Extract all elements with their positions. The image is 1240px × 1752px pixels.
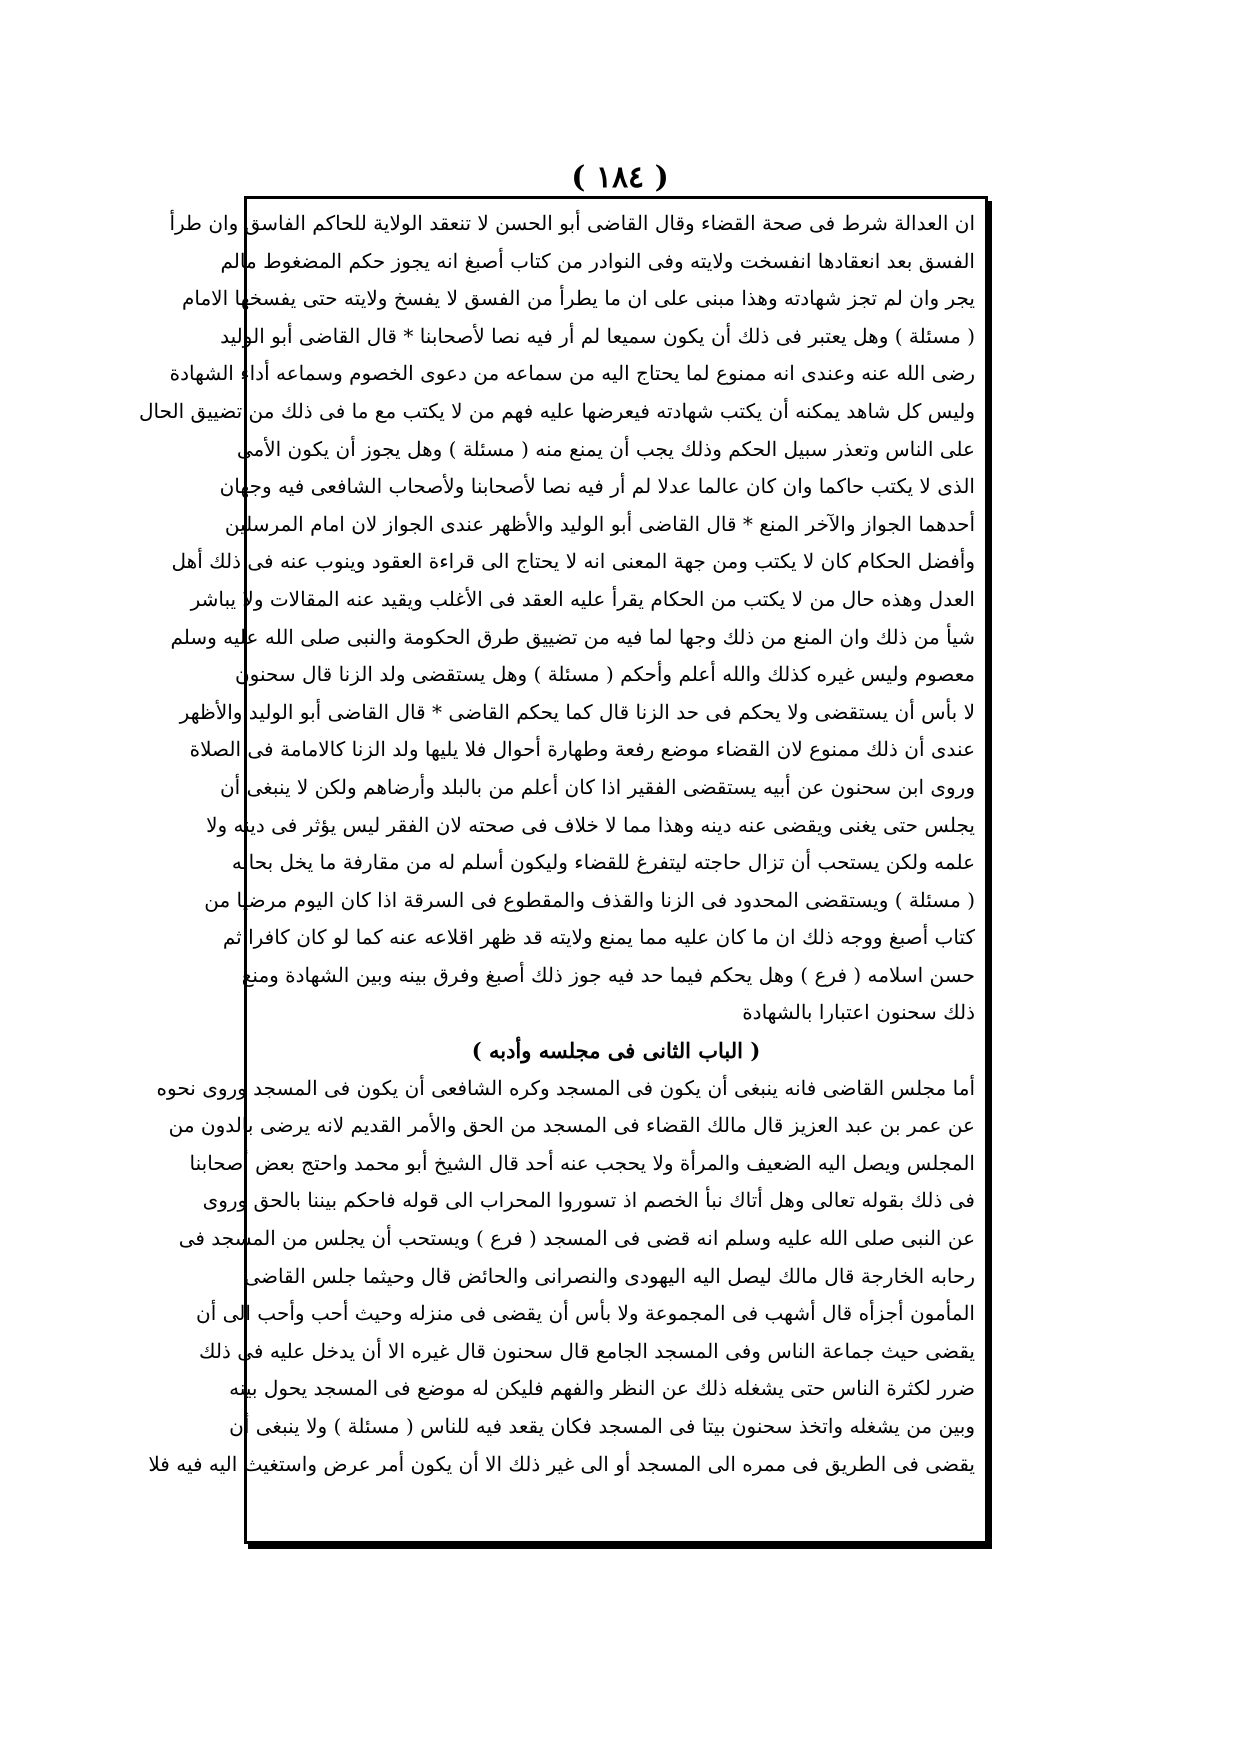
text-line: على الناس وتعذر سبيل الحكم وذلك يجب أن يمنع منه ( مسئلة ) وهل يجوز أن يكون الأمى: [236, 436, 975, 461]
text-line: وأفضل الحكام كان لا يكتب ومن جهة المعنى انه لا يحتاج الى قراءة العقود وينوب عنه فى ذلك أهل: [171, 549, 975, 574]
text-line: العدل وهذه حال من لا يكتب من الحكام يقرأ عليه العقد فى الأغلب ويقيد عنه المقالات ولا يباشر: [190, 586, 975, 611]
text-line: المجلس ويصل اليه الضعيف والمرأة ولا يحجب عنه أحد قال الشيخ أبو محمد واحتج بعض أصحابنا: [189, 1150, 975, 1175]
text-line: فى ذلك بقوله تعالى وهل أتاك نبأ الخصم اذ تسوروا المحراب الى قوله فاحكم بيننا بالحق وروى: [202, 1188, 975, 1213]
text-line: وروى ابن سحنون عن أبيه يستقضى الفقير اذا كان أعلم من بالبلد وأرضاهم ولكن لا ينبغى أن: [219, 774, 975, 799]
text-line: كتاب أصبغ ووجه ذلك ان ما كان عليه مما يمنع ولايته قد ظهر اقلاعه عنه كما لو كان كافرا ثم: [222, 925, 975, 950]
text-line: أحدهما الجواز والآخر المنع * قال القاضى أبو الوليد والأظهر عندى الجواز لان امام المرسلين: [224, 511, 975, 536]
text-line: ان العدالة شرط فى صحة القضاء وقال القاضى أبو الحسن لا تنعقد الولاية للحاكم الفاسق وان طرأ: [169, 211, 975, 235]
text-line: يجلس حتى يغنى ويقضى عنه دينه وهذا مما لا خلاف فى صحته لان الفقر ليس يؤثر فى دينه ولا: [206, 812, 975, 837]
text-line: يقضى فى الطريق فى ممره الى المسجد أو الى غير ذلك الا أن يكون أمر عرض واستغيث اليه فيه فلا: [148, 1451, 975, 1476]
text-frame: [138, 196, 988, 1544]
text-line: ذلك سحنون اعتبارا بالشهادة: [742, 1000, 975, 1025]
text-line: معصوم وليس غيره كذلك والله أعلم وأحكم ( مسئلة ) وهل يستقضى ولد الزنا قال سحنون: [234, 662, 975, 687]
text-line: رضى الله عنه وعندى انه ممنوع لما يحتاج اليه من سماعه من دعوى الخصوم وسماعه أداء الشهادة: [169, 361, 975, 386]
text-line: الذى لا يكتب حاكما وان كان عالما عدلا لم أر فيه نصا لأصحابنا ولأصحاب الشافعى فيه وجهان: [219, 474, 975, 499]
text-line: عن عمر بن عبد العزيز قال مالك القضاء فى المسجد من الحق والأمر القديم لانه يرضى بالدون من: [168, 1113, 975, 1138]
text-line: وليس كل شاهد يمكنه أن يكتب شهادته فيعرضها عليه فهم من لا يكتب مع ما فى ذلك من تضييق الحال: [138, 398, 975, 423]
page-body: [138, 205, 975, 1483]
text-line: وبين من يشغله واتخذ سحنون بيتا فى المسجد فكان يقعد فيه للناس ( مسئلة ) ولا ينبغى أن: [229, 1414, 975, 1438]
text-line: يجر وان لم تجز شهادته وهذا مبنى على ان ما يطرأ من الفسق لا يفسخ ولايته حتى يفسخها الامام: [181, 286, 975, 311]
text-line: الفسق بعد انعقادها انفسخت ولايته وفى النوادر من كتاب أصبغ انه يجوز حكم المضغوط مالم: [220, 248, 975, 273]
text-line: لا بأس أن يستقضى ولا يحكم فى حد الزنا قال كما يحكم القاضى * قال القاضى أبو الوليد والأظهر: [179, 699, 975, 724]
text-line: عندى أن ذلك ممنوع لان القضاء موضع رفعة وطهارة أحوال فلا يليها ولد الزنا كالامامة فى الصلاة: [189, 737, 975, 762]
text-line: ( مسئلة ) ويستقضى المحدود فى الزنا والقذف والمقطوع فى السرقة اذا كان اليوم مرضيا من: [204, 887, 975, 912]
text-line: المأمون أجزأه قال أشهب فى المجموعة ولا بأس أن يقضى فى منزله وحيث أحب وأحب الى أن: [196, 1301, 975, 1326]
text-line: عن النبى صلى الله عليه وسلم انه قضى فى المسجد ( فرع ) ويستحب أن يجلس من المسجد فى: [178, 1226, 975, 1251]
text-line: يقضى حيث جماعة الناس وفى المسجد الجامع قال سحنون قال غيره الا أن يدخل عليه فى ذلك: [199, 1338, 975, 1363]
text-line: شيأ من ذلك وان المنع من ذلك وجها لما فيه من تضييق طرق الحكومة والنبى صلى الله عليه وسلم: [170, 624, 975, 649]
text-line: حسن اسلامه ( فرع ) وهل يحكم فيما حد فيه جوز ذلك أصبغ وفرق بينه وبين الشهادة ومنع: [241, 962, 975, 987]
page-number: ( ١٨٤ ): [571, 160, 669, 195]
text-line: ( مسئلة ) وهل يعتبر فى ذلك أن يكون سميعا لم أر فيه نصا لأصحابنا * قال القاضى أبو الوليد: [220, 323, 975, 348]
text-line: علمه ولكن يستحب أن تزال حاجته ليتفرغ للقضاء وليكون أسلم له من مقارفة ما يخل بحاله: [231, 850, 975, 875]
text-line: أما مجلس القاضى فانه ينبغى أن يكون فى المسجد وكره الشافعى أن يكون فى المسجد وروى نحوه: [156, 1075, 975, 1100]
text-line: ضرر لكثرة الناس حتى يشغله ذلك عن النظر والفهم فليكن له موضع فى المسجد يحول بينه: [229, 1376, 975, 1401]
section-heading: ( الباب الثانى فى مجلسه وأدبه ): [471, 1038, 761, 1064]
text-line: رحابه الخارجة قال مالك ليصل اليه اليهودى والنصرانى والحائض قال وحيثما جلس القاضى: [244, 1263, 975, 1288]
